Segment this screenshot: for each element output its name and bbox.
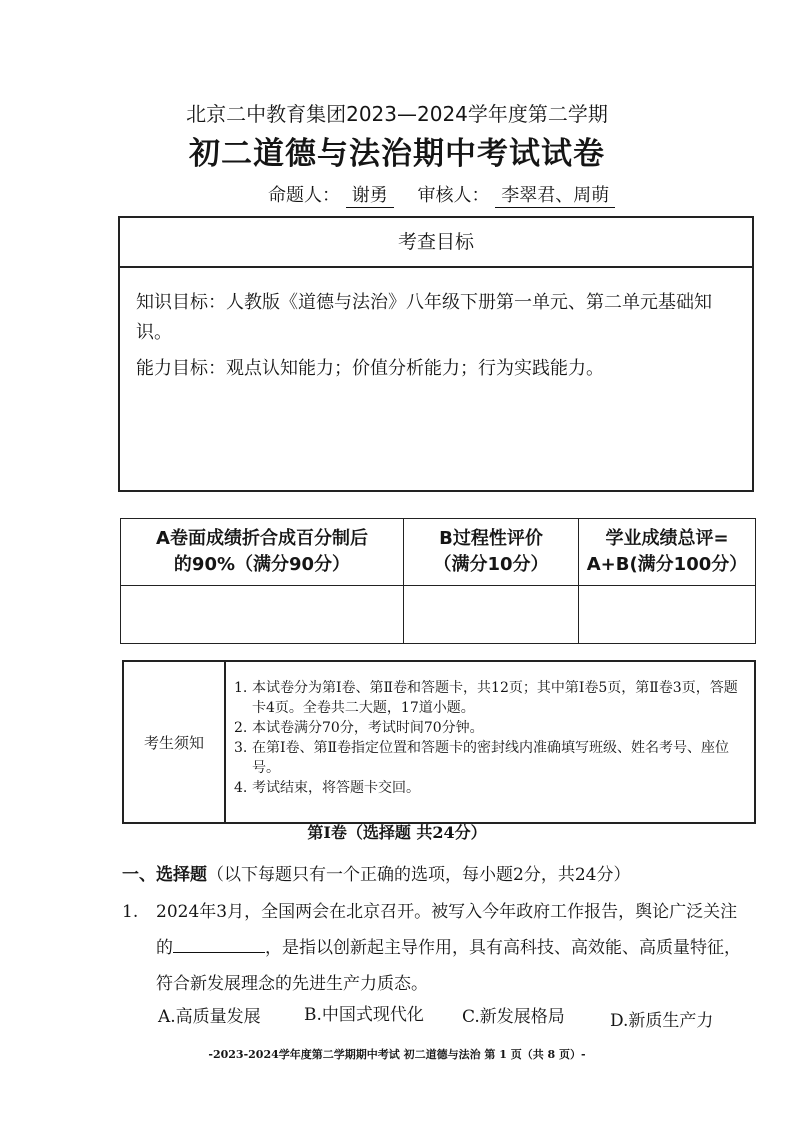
question-text-before: 2024年3月，全国两会在北京召开。被写入今年政府工作报告，舆论广泛关注的	[156, 902, 738, 958]
notice-item	[234, 778, 746, 798]
volume-title: 第Ⅰ卷（选择题 共24分）	[307, 823, 487, 842]
notice-item-num: 1.	[234, 680, 248, 696]
notice-item-num: 3.	[234, 740, 248, 756]
score-cell-a[interactable]	[121, 586, 404, 644]
ability-goal: 能力目标：观点认知能力；价值分析能力；行为实践能力。	[136, 358, 604, 379]
score-col-a-line2: 的90%（满分90分）	[173, 554, 351, 575]
author-label: 命题人：	[268, 185, 340, 206]
score-col-b-line2: （满分10分）	[433, 554, 549, 575]
notice-item-text: 本试卷满分70分，考试时间70分钟。	[252, 720, 484, 736]
section-title: 一、选择题	[122, 865, 207, 885]
score-col-b	[404, 519, 579, 586]
notice-item	[234, 718, 746, 738]
notice-list	[226, 662, 754, 822]
knowledge-goal: 知识目标：人教版《道德与法治》八年级下册第一单元、第二单元基础知识。	[136, 292, 712, 343]
notice-label: 考生须知	[124, 662, 226, 822]
answer-blank[interactable]	[173, 934, 265, 953]
notice-item-text: 在第Ⅰ卷、第Ⅱ卷指定位置和答题卡的密封线内准确填写班级、姓名考号、座位号。	[252, 740, 730, 776]
section-heading	[122, 860, 630, 885]
option-c[interactable]: C.新发展格局	[462, 1007, 565, 1027]
page-footer: -2023-2024学年度第二学期期中考试 初二道德与法治 第 1 页（共 8 页）-	[208, 1048, 586, 1061]
score-col-c-line1: 学业成绩总评=	[605, 528, 729, 549]
score-col-c	[579, 519, 756, 586]
reviewer-names: 李翠君、周萌	[495, 181, 615, 208]
question-number: 1.	[122, 902, 139, 922]
question-text	[156, 894, 752, 1002]
score-table	[120, 518, 756, 644]
option-d[interactable]: D.新质生产力	[610, 1011, 714, 1031]
goals-box	[118, 216, 754, 492]
option-a[interactable]: A.高质量发展	[158, 1007, 261, 1027]
notice-item-num: 2.	[234, 720, 248, 736]
notice-item-text: 考试结束，将答题卡交回。	[252, 780, 420, 796]
school-line: 北京二中教育集团2023—2024学年度第二学期	[186, 102, 608, 126]
question-text-after: ，是指以创新起主导作用，具有高科技、高效能、高质量特征，符合新发展理念的先进生产力质态。	[156, 938, 741, 994]
notice-item	[234, 678, 746, 718]
score-col-c-line2: A+B(满分100分）	[586, 554, 748, 575]
author-name: 谢勇	[346, 181, 394, 208]
author-line	[268, 181, 633, 208]
score-cell-c[interactable]	[579, 586, 756, 644]
notice-item	[234, 738, 746, 778]
goals-text	[120, 268, 752, 384]
score-col-a	[121, 519, 404, 586]
score-col-b-line1: B过程性评价	[439, 528, 543, 549]
notice-item-num: 4.	[234, 780, 248, 796]
option-b[interactable]: B.中国式现代化	[304, 1005, 424, 1025]
reviewer-label: 审核人：	[417, 185, 490, 206]
question-1	[122, 894, 752, 1002]
notice-item-text: 本试卷分为第Ⅰ卷、第Ⅱ卷和答题卡，共12页；其中第Ⅰ卷5页，第Ⅱ卷3页，答题卡4页。全卷共二大题，17道小题。	[252, 680, 738, 716]
notice-box	[122, 660, 756, 824]
score-col-a-line1: A卷面成绩折合成百分制后	[156, 528, 368, 549]
goals-heading: 考查目标	[120, 218, 752, 268]
exam-title: 初二道德与法治期中考试试卷	[189, 136, 605, 172]
section-note: （以下每题只有一个正确的选项，每小题2分，共24分）	[207, 865, 631, 885]
score-cell-b[interactable]	[404, 586, 579, 644]
